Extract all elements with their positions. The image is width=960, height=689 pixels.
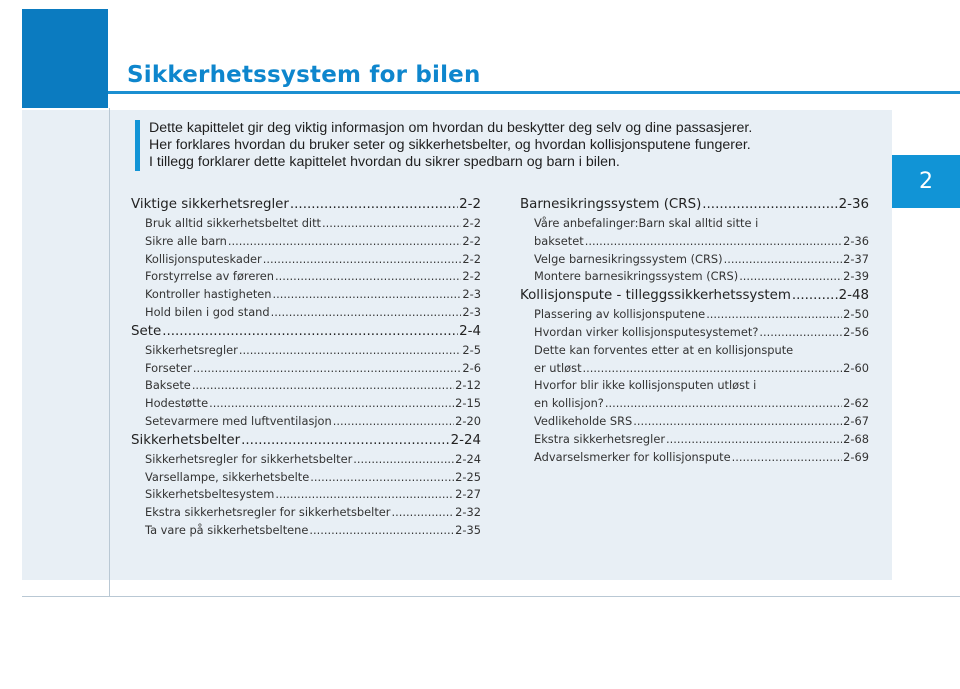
toc-page: 2-39 [843,269,869,284]
toc-item[interactable] [131,360,481,378]
vertical-divider [109,108,110,596]
toc-page: 2-24 [455,451,481,466]
toc-item-label: Ekstra sikkerhetsregler for sikkerhetsbelter [145,505,391,520]
intro-line: Dette kapittelet gir deg viktig informasjon om hvordan du beskytter deg selv og dine passasjerer. [149,120,753,136]
toc-item-label: Hodestøtte [145,396,209,411]
toc-item-label: Sikkerhetsbeltesystem [145,487,275,502]
toc-item-label: Setevarmere med luftventilasjon [145,413,332,428]
toc-item-lead: Våre anbefalinger:Barn skal alltid sitte i [534,216,759,230]
toc-item[interactable] [131,268,481,286]
toc-page: 2-4 [459,323,481,339]
toc-page: 2-60 [843,360,869,375]
toc-section-label: Sete [131,323,162,339]
toc-item-label: Advarselsmerker for kollisjonspute [534,449,731,464]
toc-item-label: en kollisjon? [534,396,604,411]
intro-text [135,120,889,171]
toc-section-label: Kollisjonspute - tilleggssikkerhetssystem [520,288,791,304]
toc-page: 2-3 [462,304,481,319]
toc-item-label: Forstyrrelse av føreren [145,269,275,284]
toc-item-label: er utløst [534,360,582,375]
toc-section-label: Barnesikringssystem (CRS) [520,197,702,212]
toc-section[interactable] [131,322,481,342]
toc-item[interactable] [131,233,481,251]
toc-item-label: Baksete [145,378,191,393]
toc-page: 2-6 [462,360,481,375]
header-rule [108,91,960,94]
toc-item[interactable] [131,377,481,395]
intro-line: Her forklares hvordan du bruker seter og sikkerhetsbelter, og hvordan kollisjonsputene fungerer. [149,137,751,153]
toc-item[interactable] [520,395,869,413]
toc-page: 2-62 [843,396,869,411]
toc-item[interactable] [520,360,869,378]
toc-item[interactable] [131,251,481,269]
toc-section[interactable] [520,195,869,215]
toc-page: 2-2 [462,269,481,284]
toc-page: 2-36 [843,233,869,248]
toc-item-label: Varsellampe, sikkerhetsbelte [145,469,310,484]
toc-item[interactable] [131,395,481,413]
toc-item[interactable] [131,504,481,522]
toc-item[interactable] [131,522,481,540]
toc-item-label: Kontroller hastigheten [145,287,272,302]
toc-page: 2-2 [462,233,481,248]
toc-item-label: Ekstra sikkerhetsregler [534,431,666,446]
toc-item[interactable] [520,324,869,342]
toc-page: 2-67 [843,413,869,428]
toc-page: 2-5 [462,342,481,357]
toc-section[interactable] [520,286,869,306]
toc-page: 2-3 [462,287,481,302]
toc-item[interactable] [520,306,869,324]
toc-page: 2-27 [455,487,481,502]
page-title: Sikkerhetssystem for bilen [127,62,481,88]
toc-item-lead: Dette kan forventes etter at en kollisjonspute [534,342,794,357]
intro-line: I tillegg forklarer dette kapittelet hvordan du sikrer spedbarn og barn i bilen. [149,154,620,170]
toc-item[interactable] [131,469,481,487]
toc-item[interactable] [131,342,481,360]
toc-page: 2-35 [455,522,481,537]
toc-section-label: Sikkerhetsbelter [131,432,241,448]
toc-page: 2-68 [843,431,869,446]
toc-right-column [520,195,869,466]
toc-page: 2-48 [838,288,869,304]
toc-item[interactable] [520,449,869,467]
corner-color-block [22,9,108,108]
toc-item[interactable] [520,233,869,251]
toc-item[interactable] [131,451,481,469]
toc-item[interactable] [520,413,869,431]
toc-item-label: Hold bilen i god stand [145,304,270,319]
toc-item-label: Plassering av kollisjonsputene [534,307,706,322]
toc-item-label: Hvordan virker kollisjonsputesystemet? [534,324,759,339]
toc-item-label: Forseter [145,360,192,375]
toc-page: 2-20 [455,413,481,428]
toc-item-label: Montere barnesikringssystem (CRS) [534,269,739,284]
toc-item-lead: Hvorfor blir ikke kollisjonsputen utløst i [534,378,757,393]
toc-item[interactable] [131,413,481,431]
toc-item-label: Sikre alle barn [145,233,227,248]
toc-item-label: Sikkerhetsregler for sikkerhetsbelter [145,451,353,466]
toc-item[interactable] [131,304,481,322]
toc-item-label: Kollisjonsputeskader [145,251,262,266]
toc-item-label: Velge barnesikringssystem (CRS) [534,251,723,266]
chapter-tab[interactable]: 2 [892,155,960,208]
toc-page: 2-32 [455,505,481,520]
toc-page: 2-25 [455,469,481,484]
toc-page: 2-37 [843,251,869,266]
toc-item[interactable] [131,486,481,504]
toc-page: 2-2 [462,251,481,266]
toc-item-label: Ta vare på sikkerhetsbeltene [145,522,309,537]
toc-left-column [131,195,481,540]
toc-page: 2-50 [843,307,869,322]
toc-item-label: Sikkerhetsregler [145,342,238,357]
toc-page: 2-2 [462,216,481,230]
toc-page: 2-2 [459,197,481,212]
toc-page: 2-69 [843,449,869,464]
toc-section[interactable] [131,195,481,215]
toc-item[interactable] [131,215,481,233]
toc-page: 2-24 [450,432,481,448]
toc-item[interactable] [520,251,869,269]
toc-item[interactable] [520,268,869,286]
toc-item[interactable] [520,431,869,449]
toc-section-label: Viktige sikkerhetsregler [131,197,289,212]
horizontal-divider [22,596,960,597]
toc-page: 2-15 [455,396,481,411]
toc-item[interactable] [131,286,481,304]
toc-section[interactable] [131,431,481,451]
toc-item-label: Bruk alltid sikkerhetsbeltet ditt [145,216,322,230]
toc-item-label: Vedlikeholde SRS [534,413,633,428]
toc-page: 2-56 [843,324,869,339]
toc-page: 2-36 [838,197,869,212]
toc-item-label: baksetet [534,233,584,248]
toc-page: 2-12 [455,378,481,393]
